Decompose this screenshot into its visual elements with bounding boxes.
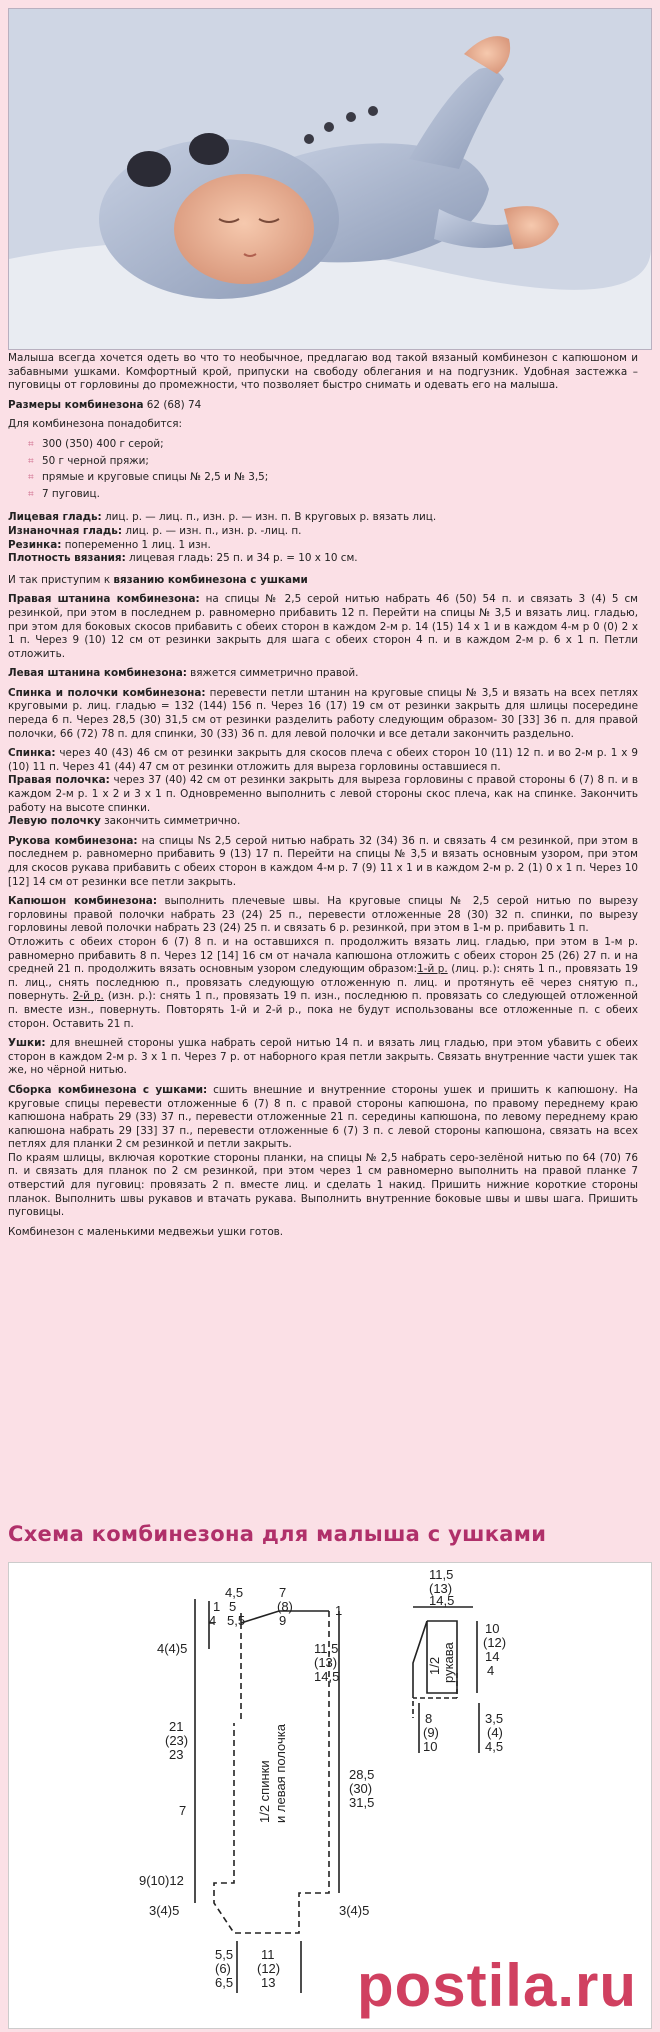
section-ears [8, 1037, 638, 1078]
stitch-text: лицевая гладь: 25 п. и 34 р. = 10 х 10 см. [125, 552, 358, 565]
dim-label: 23 [169, 1747, 184, 1762]
stitch-line [8, 552, 638, 566]
stitch-label: Лицевая гладь: [8, 511, 102, 524]
section-text: сшить внешние и внутренние стороны ушек и пришить к капюшону. На круговые спицы перевести отложенные 6 (7) 8 п. с правой стороны капюшона, по правому переднему краю капюшона набрать 29 (33) 37 п., перевести отложенные 21 п. середины капюшона, по левому переднему краю капюшона набрать 29 [33] 37 п., перевести отложенные 6 (7) 3 п. с левой стороны капюшона, связать на всех петлях для планки 2 см резинкой и петли закрыть. [8, 1083, 638, 1151]
finale-line: Комбинезон с маленькими медвежьи ушки готов. [8, 1225, 284, 1238]
section-left-front [8, 815, 638, 829]
dim-label: 4,5 [485, 1739, 504, 1754]
bullet-icon: ⌗ [28, 438, 34, 450]
section-text: закончить симметрично. [100, 815, 241, 828]
stitch-label: Резинка: [8, 538, 62, 551]
section-hood-cont [8, 936, 638, 1031]
body-label: 1/2 спинки [257, 1760, 272, 1823]
stitch-list [8, 511, 638, 565]
section-text: для внешней стороны ушка набрать серой нитью 14 п. и вязать лиц гладью, при этом убавить с обеих сторон в каждом 2-м р. 3 х 1 п. Через 7 р. от наборного края петли закрыть. Связать внутренние части ушек так же, но чёрной нитью. [8, 1037, 638, 1077]
intro-paragraph: Малыша всегда хочется одеть во что то необычное, предлагаю вод такой вязаный комбинезон с капюшоном и забавными ушками. Комфортный крой, припуски на свободу облегания и на подгузник. Удобная застежка – пуговицы от горловины до промежности, что позволяет быстро снимать и одевать его на малыша. [8, 352, 638, 392]
start-text: И так приступим к [8, 573, 114, 586]
section-label: Капюшон комбинезона: [8, 895, 157, 908]
start-bold: вязанию комбинезона с ушками [113, 573, 308, 586]
section-text: (изн. р.): снять 1 п., провязать 19 п. изн., последнюю п. провязать со следующей отложенной п. вместе изн., повернуть. Повторять 1-й и 2-й р., пока не будут использованы все отложенные п. с обеих сторон. Оставить 21 п. [8, 990, 638, 1030]
dim-label: 14,5 [429, 1593, 455, 1608]
section-assembly [8, 1084, 638, 1152]
section-text: выполнить плечевые швы. На круговые спицы № 2,5 серой нитью по вырезу горловины правой полочки набрать 23 (24) 25 п., перевести отложенные 28 (30) 32 п. спинки, по вырезу горловины левой полочки набрать 23 (24) 25 п. и связать 6 р. резинкой, при этом в 1-м р. прибавить 1 п. [8, 895, 638, 935]
dim-label: 3,5 [485, 1711, 504, 1726]
dim-label: 9 [279, 1613, 287, 1628]
dim-label: (23) [165, 1733, 189, 1748]
stitch-label: Плотность вязания: [8, 552, 126, 565]
section-assembly-cont: По краям шлицы, включая короткие стороны планки, на спицы № 2,5 набрать серо-зелёной нитью по 64 (70) 76 п. и связать для планок по 2 см резинкой, при этом через 1 см равномерно выполнить на правой планке 7 отверстий для пуговиц: провязать 2 п. вместе лиц. и сделать 1 накид. Пришить нижние короткие стороны планок. Выполнить швы рукавов и втачать рукава. Выполнить внутренние боковые швы и швы шага. Пришить пуговицы. [8, 1151, 638, 1219]
section-text: на спицы № 2,5 серой нитью набрать 46 (50) 54 п. и связать 3 (4) 5 см резинкой, при этом в последнем р. равномерно прибавить 12 п. Перейти на спицы № 3,5 и вязать лиц. гладью, при этом для боковых скосов прибавить с обеих сторон в каждом 2-м р. 14 (15) 14 х 1 и в каждом 4-м р 0 (0) 2 х 1 п. Через 9 (10) 12 см от резинки закрыть для шага с обеих сторон 4 п. и в каждом 2-м р. 6 х 1 п. Петли отложить. [8, 593, 639, 660]
section-label: Сборка комбинезона с ушками: [8, 1083, 208, 1096]
list-item [28, 488, 638, 502]
watermark: postila.ru [356, 1952, 637, 2019]
stitch-text: лиц. р. — лиц. п., изн. р. — изн. п. В круговых р. вязать лиц. [101, 511, 437, 524]
dim-label: 28,5 [349, 1767, 375, 1782]
bullet-icon: ⌗ [28, 472, 34, 484]
section-label: Левую полочку [8, 815, 101, 828]
sizes-label: Размеры комбинезона [8, 398, 144, 411]
dim-label: 4 [487, 1663, 495, 1678]
material-text: 50 г черной пряжи; [42, 454, 149, 467]
materials-list [28, 438, 638, 501]
stitch-line [8, 539, 638, 553]
section-right-front [8, 774, 638, 815]
list-item [28, 471, 638, 485]
dim-label: 6,5 [215, 1975, 234, 1990]
dim-label: 7 [279, 1585, 287, 1600]
list-item [28, 455, 638, 469]
materials-intro: Для комбинезона понадобится: [8, 418, 183, 431]
dim-label: (9) [423, 1725, 439, 1740]
dim-label: 11 [261, 1947, 275, 1962]
dim-label: 7 [179, 1803, 187, 1818]
material-text: прямые и круговые спицы № 2,5 и № 3,5; [42, 471, 269, 484]
dim-label: (12) [257, 1961, 281, 1976]
dim-label: 1 [213, 1599, 221, 1614]
dim-label: 5 [229, 1599, 237, 1614]
section-label: Правая штанина комбинезона: [8, 593, 200, 606]
dim-label: 14,5 [314, 1669, 340, 1684]
sizes-value: 62 (68) 74 [146, 398, 202, 411]
section-hood [8, 895, 638, 936]
dim-label: 13 [261, 1975, 276, 1990]
section-label: Рукова комбинезона: [8, 834, 138, 847]
section-text: через 40 (43) 46 см от резинки закрыть для скосов плеча с обеих сторон 10 (11) 12 п. и во 2-м р. 1 х 9 (10) 11 п. Через 41 (44) 47 см от резинки отложить для выреза горловины оставшиеся п. [8, 747, 638, 773]
sleeve-label: 1/2 [427, 1656, 442, 1675]
dim-label: (30) [349, 1781, 373, 1796]
dim-label: (12) [483, 1635, 507, 1650]
dim-label: 5,5 [227, 1613, 246, 1628]
sleeve-label: рукава [441, 1642, 456, 1683]
dim-label: 4 [209, 1613, 217, 1628]
row-label: 2-й р. [72, 990, 104, 1003]
section-text: через 37 (40) 42 см от резинки закрыть для выреза горловины с правой стороны 6 (7) 8 п. и в каждом 2-м р. 1 х 2 и 3 х 1 п. Одновременно выполнить с левой стороны скос плеча, как на спинке. Закончить работу на высоте спинки. [8, 774, 638, 814]
sleeve-slope [413, 1621, 427, 1693]
section-text: на спицы Ns 2,5 серой нитью набрать 32 (34) 36 п. и связать 4 см резинкой, при этом в последнем р. равномерно прибавить 9 (13) 17 п. Перейти на спицы № 3,5 и вязать основным узором, при этом для скосов рукава прибавить с обеих сторон в каждом 4-м р. 7 (9) 11 х 1 и в каждом 2-м р. 2 (1) 0 х 1 п. Через 10 [12] 14 см от резинки все петли закрыть. [8, 834, 638, 888]
section-text: Отложить с обеих сторон 6 (7) 8 п. и на оставшихся п. продолжить вязать лиц. гладью, при этом в 1-м р. равномерно прибавить 8 п. Через 12 [14] 16 см от начала капюшона отложить с обеих сторон 25 (26) 27 п. и на средней 21 п. продолжить вязать основным узором следующим образом: [8, 935, 638, 976]
dim-label: 5,5 [215, 1947, 234, 1962]
dim-label: 11,5 [429, 1567, 454, 1582]
bullet-icon: ⌗ [28, 455, 34, 467]
stitch-line [8, 511, 638, 525]
section-label: Спинка: [8, 747, 56, 760]
dim-label: (13) [314, 1655, 338, 1670]
dim-label: 1 [335, 1603, 343, 1618]
sizes-line [8, 399, 638, 413]
scheme-diagram [8, 1562, 652, 2029]
dim-label: (13) [429, 1581, 453, 1596]
material-text: 7 пуговиц. [42, 487, 100, 500]
dim-label: 11,5 [314, 1641, 339, 1656]
baby-illustration [9, 9, 651, 349]
section-text: перевести петли штанин на круговые спицы № 3,5 и вязать на всех петлях круговыми р. лиц. гладью = 132 (144) 156 п. Через 16 (17) 19 см от резинки закрыть для шлицы посередине переда 6 п. Через 28,5 (30) 31,5 см от резинки разделить работу следующим образом- 30 [33] 36 п. для правой полочки, 66 (72) 78 п. для спинки, 30 (33) 36 п. для левой полочки и все детали закончить раздельно. [8, 686, 638, 740]
stitch-text: лиц. р. — изн. п., изн. р. -лиц. п. [122, 524, 302, 537]
dim-label: 3(4)5 [149, 1903, 180, 1918]
section-label: Левая штанина комбинезона: [8, 667, 187, 680]
start-line [8, 574, 638, 588]
list-item [28, 438, 638, 452]
section-label: Спинка и полочки комбинезона: [8, 686, 206, 699]
section-body [8, 687, 638, 741]
dim-label: 4,5 [225, 1585, 244, 1600]
section-label: Правая полочка: [8, 774, 110, 787]
dim-label: 3(4)5 [339, 1903, 370, 1918]
section-text: вяжется симметрично правой. [186, 667, 359, 680]
stitch-text: попеременно 1 лиц. 1 изн. [61, 538, 211, 551]
article-body [8, 352, 638, 1245]
stitch-line [8, 525, 638, 539]
dim-label: 31,5 [349, 1795, 375, 1810]
dim-label: 8 [425, 1711, 433, 1726]
dim-label: 10 [423, 1739, 438, 1754]
dim-label: (4) [487, 1725, 503, 1740]
section-sleeve [8, 835, 638, 889]
dim-label: 21 [169, 1719, 184, 1734]
row-label: 1-й р. [417, 963, 448, 976]
material-text: 300 (350) 400 г серой; [42, 437, 164, 450]
section-left-leg [8, 667, 638, 681]
dim-label: 10 [485, 1621, 500, 1636]
section-back [8, 747, 638, 774]
dim-label: 9(10)12 [139, 1873, 184, 1888]
dim-label: (8) [277, 1599, 293, 1614]
baby-photo [8, 8, 652, 350]
section-label: Ушки: [8, 1037, 46, 1050]
body-label: и левая полочка [273, 1724, 288, 1823]
scheme-title: Схема комбинезона для малыша с ушками [8, 1522, 547, 1546]
dim-label: (6) [215, 1961, 231, 1976]
bullet-icon: ⌗ [28, 488, 34, 500]
dim-label: 14 [485, 1649, 500, 1664]
stitch-label: Изнаночная гладь: [8, 524, 123, 537]
dim-label: 4(4)5 [157, 1641, 188, 1656]
section-right-leg [8, 593, 638, 661]
section-text: (лиц. р.): снять 1 п., провязать 19 п. лиц., снять последнюю п., провязать следующую отложенную п. лиц. и протянуть её через снятую п., повернуть. [8, 963, 638, 1003]
